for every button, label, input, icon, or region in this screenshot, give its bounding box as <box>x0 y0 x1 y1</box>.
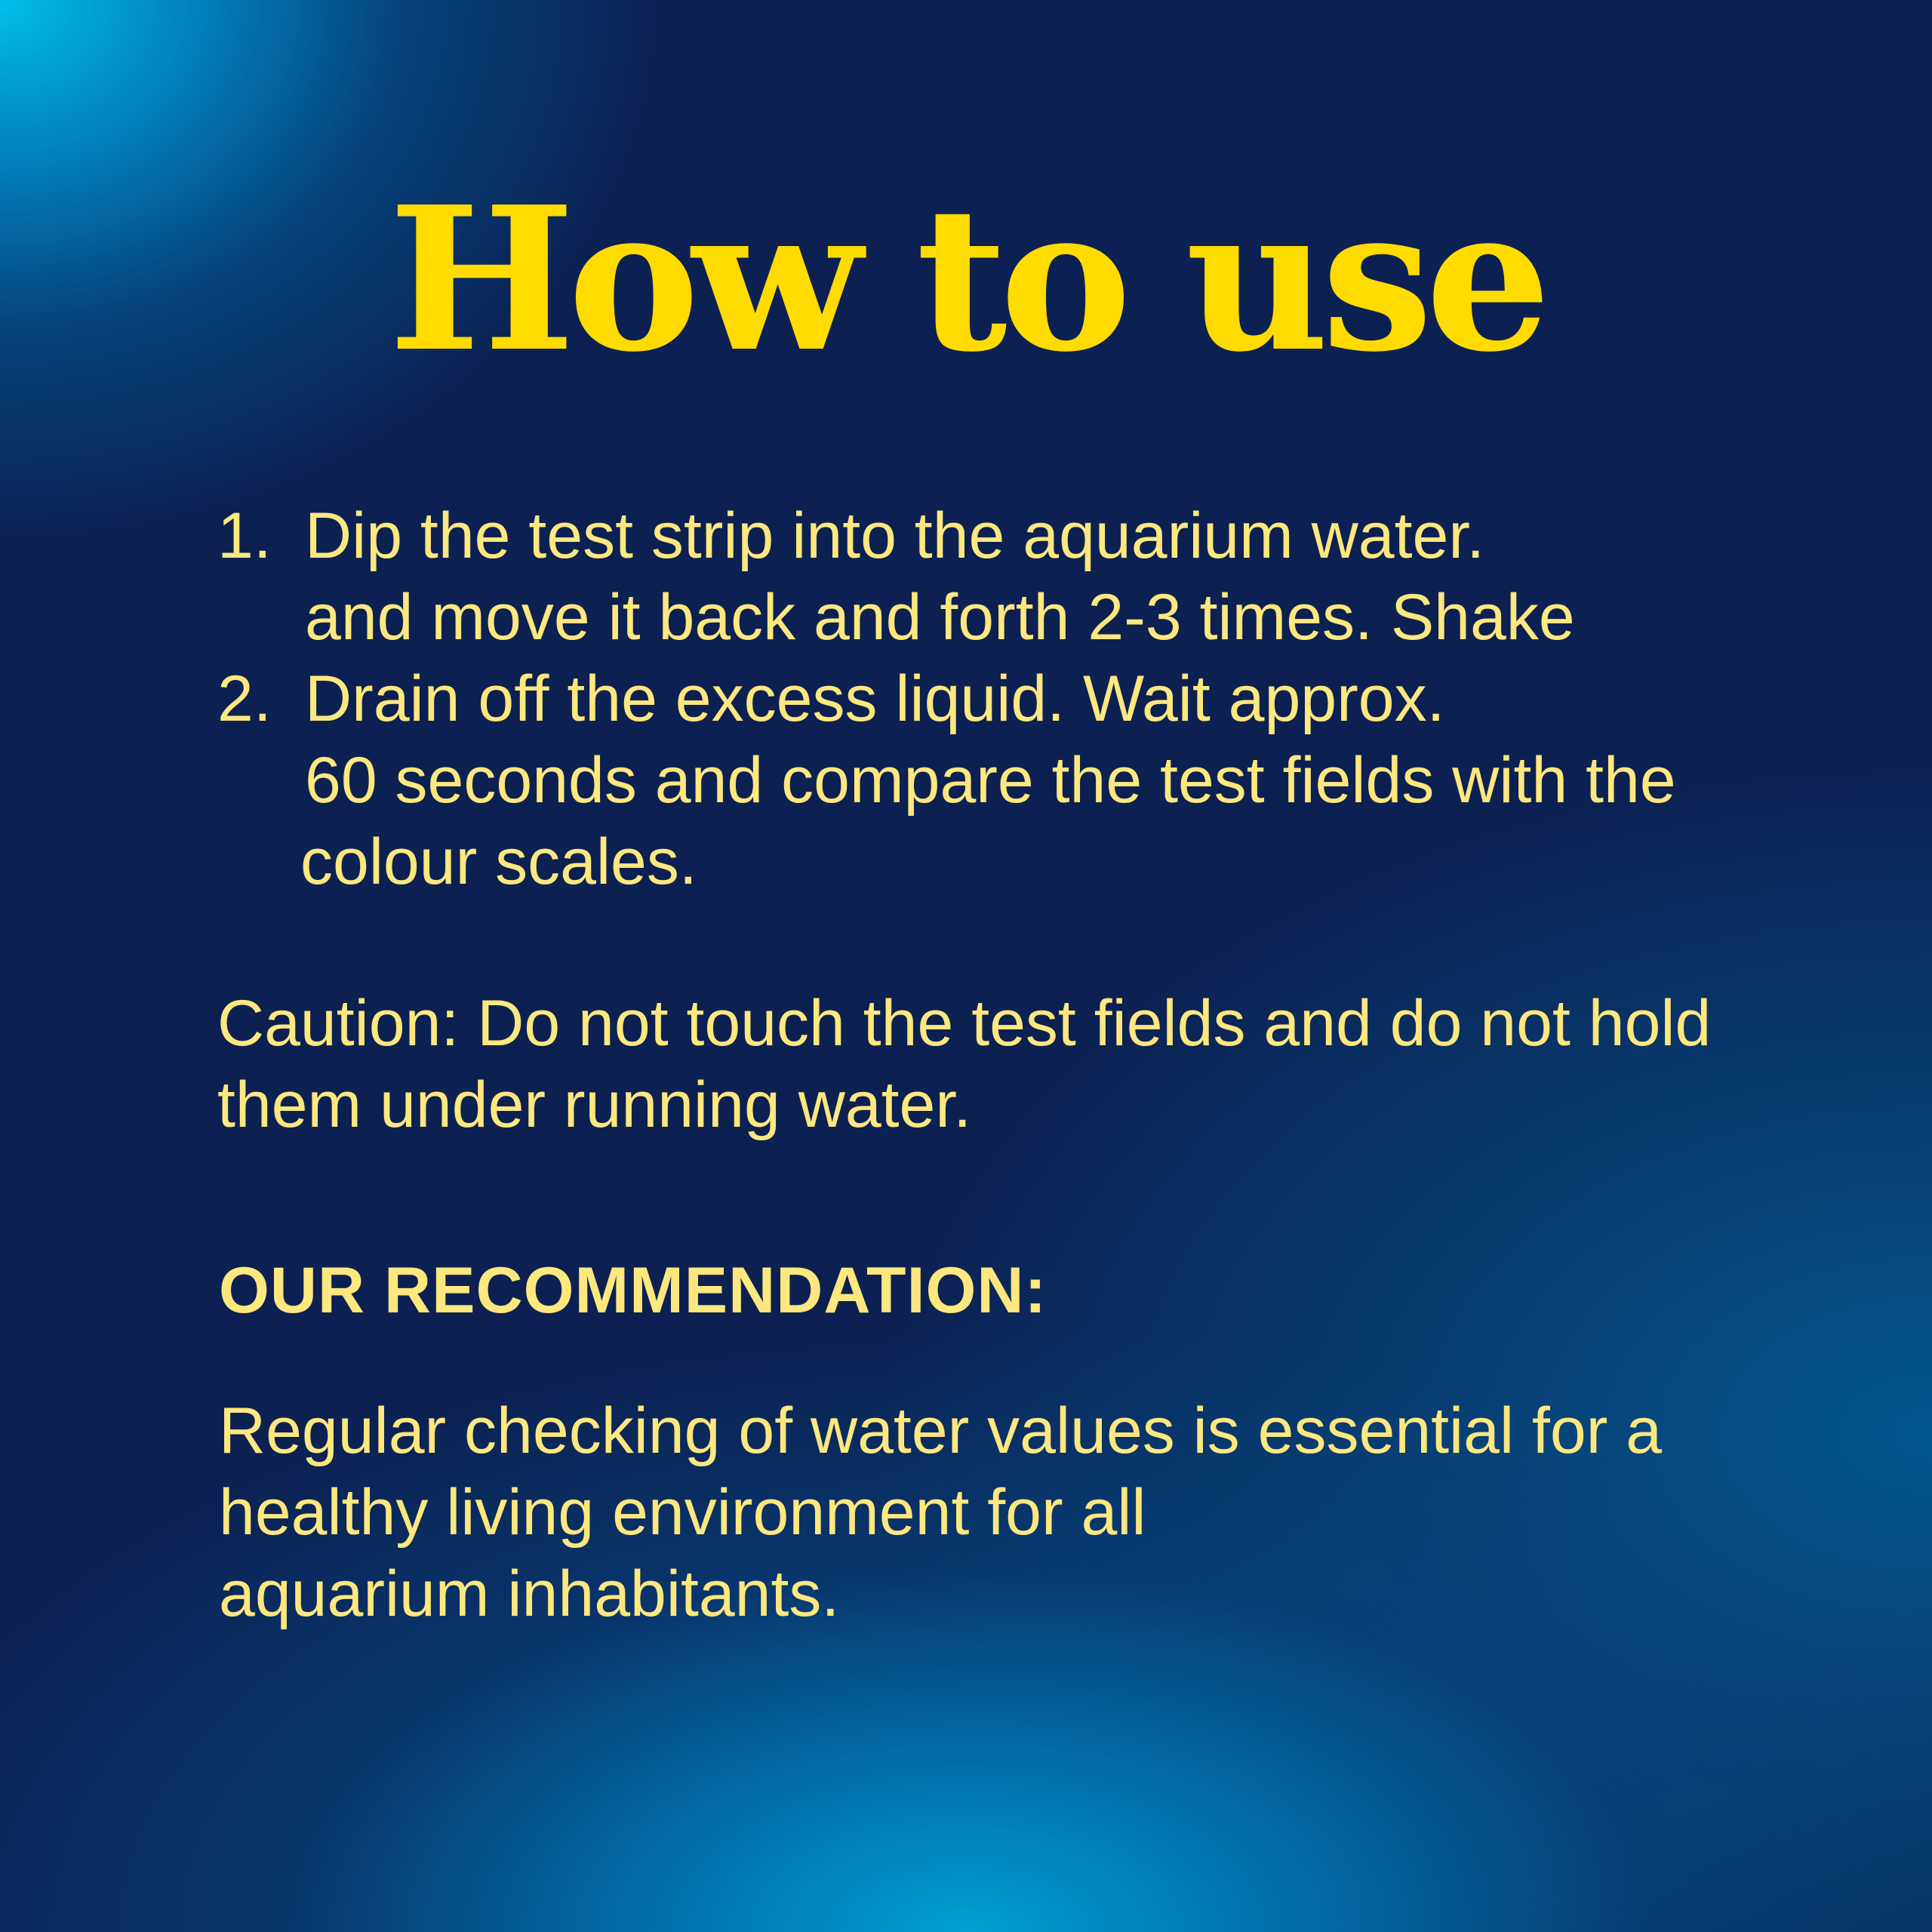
caution-line: Caution: Do not touch the test fields and do not hold <box>217 987 1712 1060</box>
recommendation-heading: OUR RECOMMENDATION: <box>219 1254 1048 1327</box>
step-number: 2. <box>217 663 272 735</box>
step-number: 1. <box>217 500 272 572</box>
step-line: and move it back and forth 2-3 times. Shake <box>305 581 1575 654</box>
step-line: colour scales. <box>300 826 697 898</box>
recommendation-line: healthy living environment for all <box>219 1476 1146 1549</box>
step-line: Drain off the excess liquid. Wait approx. <box>305 663 1445 735</box>
step-line: 60 seconds and compare the test fields with the <box>305 744 1676 817</box>
recommendation-line: Regular checking of water values is essential for a <box>219 1395 1663 1467</box>
recommendation-line: aquarium inhabitants. <box>219 1558 840 1630</box>
caution-line: them under running water. <box>217 1069 972 1141</box>
page-title: How to use <box>388 163 1544 395</box>
step-line: Dip the test strip into the aquarium water. <box>305 500 1485 572</box>
